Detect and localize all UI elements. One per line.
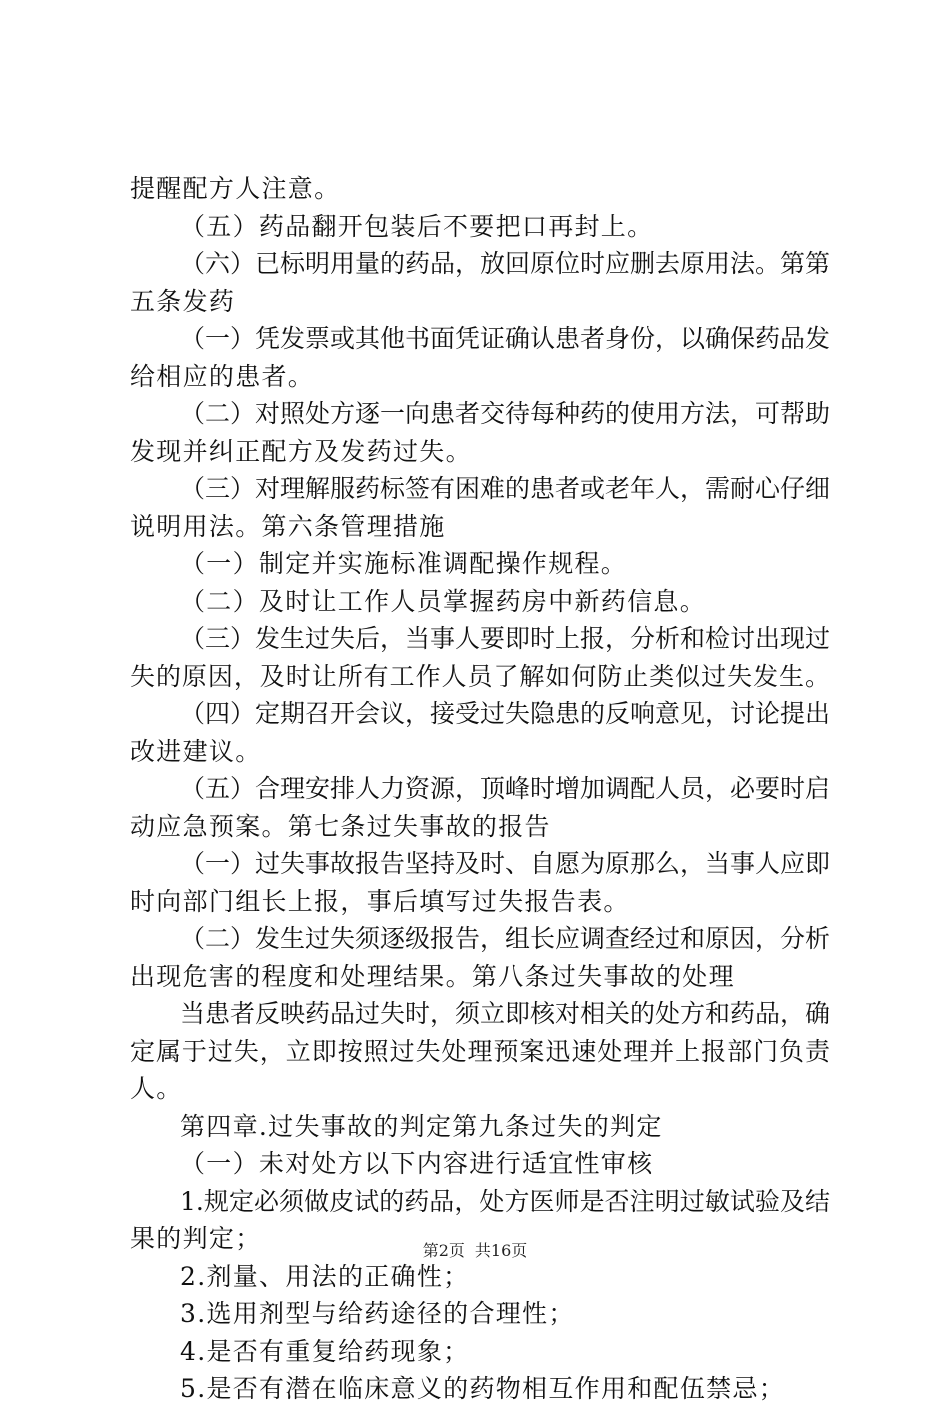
page-total: 共16页 — [474, 1241, 528, 1260]
text-line: 果的判定； — [130, 1224, 262, 1253]
text-line: 时向部门组长上报，事后填写过失报告表。 — [130, 886, 630, 916]
chapter-heading: 第四章.过失事故的判定第九条过失的判定 — [180, 1111, 663, 1141]
text-line: 定属于过失，立即按照过失处理预案迅速处理并上报部门负责 — [130, 1036, 830, 1066]
text-line: 动应急预案。第七条过失事故的报告 — [130, 811, 551, 841]
page-footer — [0, 1240, 950, 1262]
text-line: 发现并纠正配方及发药过失。 — [130, 436, 472, 466]
text-line: 五条发药 — [130, 286, 236, 316]
text-line: （三）发生过失后，当事人要即时上报，分析和检讨出现过 — [180, 624, 831, 653]
text-line: 失的原因，及时让所有工作人员了解如何防止类似过失发生。 — [130, 661, 830, 691]
text-line: （五）合理安排人力资源，顶峰时增加调配人员，必要时启 — [180, 774, 831, 803]
page-number: 第2页 — [422, 1241, 465, 1260]
text-line: 改进建议。 — [130, 736, 262, 766]
text-line: 说明用法。第六条管理措施 — [130, 511, 446, 541]
text-line: （一）制定并实施标准调配操作规程。 — [180, 549, 628, 578]
list-item: 2.剂量、用法的正确性； — [180, 1261, 470, 1291]
text-line: （二）发生过失须逐级报告，组长应调查经过和原因，分析 — [180, 924, 831, 953]
text-line: 人。 — [130, 1074, 183, 1103]
document-body — [130, 170, 830, 1408]
list-item: 5.是否有潜在临床意义的药物相互作用和配伍禁忌； — [180, 1374, 786, 1403]
list-item: 1.规定必须做皮试的药品，处方医师是否注明过敏试验及结 — [180, 1186, 830, 1216]
text-line: （三）对理解服药标签有困难的患者或老年人，需耐心仔细 — [180, 474, 831, 503]
text-line: （五）药品翻开包装后不要把口再封上。 — [180, 211, 654, 241]
text-line: （二）对照处方逐一向患者交待每种药的使用方法，可帮助 — [180, 399, 831, 428]
text-line: 当患者反映药品过失时，须立即核对相关的处方和药品，确 — [180, 999, 831, 1028]
list-item: 4.是否有重复给药现象； — [180, 1336, 470, 1366]
text-line: （一）未对处方以下内容进行适宜性审核 — [180, 1149, 654, 1178]
text-line: 出现危害的程度和处理结果。第八条过失事故的处理 — [130, 961, 735, 991]
text-line: （二）及时让工作人员掌握药房中新药信息。 — [180, 586, 707, 616]
text-line: （六）已标明用量的药品，放回原位时应删去原用法。第第 — [180, 249, 831, 278]
text-line: （一）过失事故报告坚持及时、自愿为原那么，当事人应即 — [180, 849, 831, 878]
list-item: 3.选用剂型与给药途径的合理性； — [180, 1299, 575, 1328]
text-line: （四）定期召开会议，接受过失隐患的反响意见，讨论提出 — [180, 699, 831, 728]
text-line: （一）凭发票或其他书面凭证确认患者身份，以确保药品发 — [180, 324, 831, 353]
text-line: 给相应的患者。 — [130, 361, 315, 391]
text-line: 提醒配方人注意。 — [130, 174, 341, 203]
